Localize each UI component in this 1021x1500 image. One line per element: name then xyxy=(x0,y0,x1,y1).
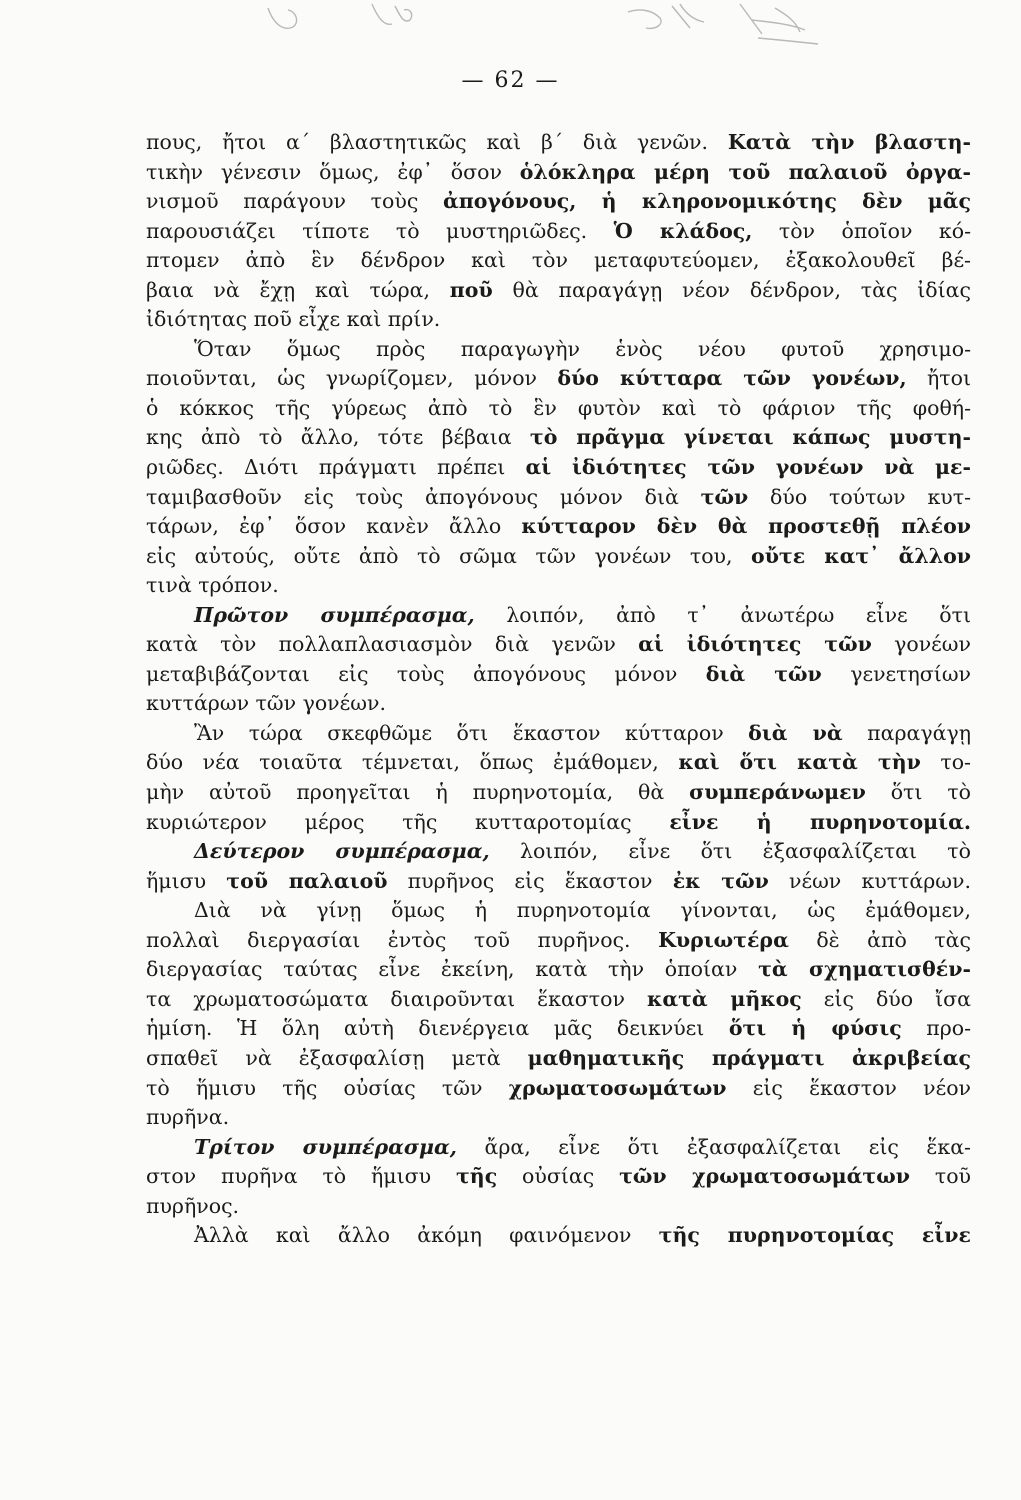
text-fragment: Ὁ κλάδος, xyxy=(613,218,753,243)
text-fragment: τοῦ παλαιοῦ xyxy=(226,868,388,893)
text-line xyxy=(146,423,971,453)
text-fragment: ἰδιότητας ποῦ εἶχε καὶ πρίν. xyxy=(146,307,441,332)
text-line xyxy=(146,542,971,572)
text-fragment: δύο κύτταρα τῶν γονέων, xyxy=(557,366,907,391)
text-fragment: εἰς δύο ἴσα xyxy=(801,986,971,1011)
text-fragment: ριῶδες. Διότι πράγματι πρέπει xyxy=(146,455,526,480)
text-fragment: τικὴν γένεσιν ὅμως, ἐφ᾽ ὅσον xyxy=(146,159,520,184)
text-line xyxy=(146,926,971,956)
text-fragment: μεταβιβάζονται εἰς τοὺς ἀπογόνους μόνον xyxy=(146,661,706,686)
text-fragment: ταμιβασθοῦν εἰς τοὺς ἀπογόνους μόνον διὰ xyxy=(146,484,701,509)
text-line xyxy=(146,483,971,513)
text-line xyxy=(146,128,971,158)
text-fragment: γενετησίων xyxy=(821,661,971,686)
text-fragment: πτομεν ἀπὸ ἓν δένδρον καὶ τὸν μεταφυτεύομεν, ἐξακολουθεῖ βέ- xyxy=(146,248,971,273)
text-fragment: δύο νέα τοιαῦτα τέμνεται, ὅπως ἐμάθομεν, xyxy=(146,750,679,775)
text-fragment: δὲ ἀπὸ τὰς xyxy=(788,927,971,952)
text-fragment: τὰ σχηματισθέν- xyxy=(758,957,971,982)
text-line xyxy=(146,955,971,985)
text-fragment: κατὰ μῆκος xyxy=(646,986,802,1011)
text-fragment: πολλαὶ διεργασίαι ἐντὸς τοῦ πυρῆνος. xyxy=(146,927,659,952)
text-fragment: Κατὰ τὴν βλαστη- xyxy=(727,130,971,154)
text-fragment: θὰ παραγάγῃ νέον δένδρον, τὰς ἰδίας xyxy=(492,277,971,302)
text-fragment: ἤτοι xyxy=(906,366,971,391)
text-fragment: πυρῆνα. xyxy=(146,1105,230,1130)
text-fragment: τῶν xyxy=(700,484,749,509)
text-line xyxy=(146,1221,971,1251)
text-fragment: Κυριωτέρα xyxy=(658,927,789,952)
text-line xyxy=(146,778,971,808)
text-fragment: κυριώτερον μέρος τῆς κυτταροτομίας xyxy=(146,809,670,834)
text-fragment: γονέων xyxy=(871,632,971,657)
text-fragment: κυττάρων τῶν γονέων. xyxy=(146,691,386,716)
text-fragment: στον πυρῆνα τὸ ἥμισυ xyxy=(146,1164,456,1189)
text-line xyxy=(146,364,971,394)
text-line xyxy=(146,630,971,660)
text-fragment: κης ἀπὸ τὸ ἄλλο, τότε βέβαια xyxy=(146,425,530,450)
text-line xyxy=(146,748,971,778)
text-fragment: τάρων, ἐφ᾽ ὅσον κανὲν ἄλλο xyxy=(146,514,522,539)
text-fragment: προ- xyxy=(901,1016,971,1041)
text-line xyxy=(146,187,971,217)
text-fragment: λοιπόν, ἀπὸ τ᾽ ἀνωτέρω εἶνε ὅτι xyxy=(474,602,971,627)
text-fragment: κατὰ τὸν πολλαπλασιασμὸν διὰ γενῶν xyxy=(146,632,639,657)
text-fragment: οὔτε κατ᾽ ἄλλον xyxy=(751,543,971,568)
text-fragment: σπαθεῖ νὰ ἐξασφαλίσῃ μετὰ xyxy=(146,1045,528,1070)
text-fragment: χρωματοσωμάτων xyxy=(508,1075,727,1100)
text-fragment: πους, ἤτοι α΄ βλαστητικῶς καὶ β΄ διὰ γενῶν. xyxy=(146,130,728,154)
text-fragment: ποιοῦνται, ὡς γνωρίζομεν, μόνον xyxy=(146,366,558,391)
text-line xyxy=(146,158,971,188)
page-number: — 62 — xyxy=(461,68,560,93)
text-line xyxy=(146,689,971,719)
text-fragment: συμπεράνωμεν xyxy=(689,780,866,805)
text-fragment: τὸν ὁποῖον κό- xyxy=(752,218,971,243)
section-heading: Τρίτον συμπέρασμα, xyxy=(194,1134,457,1159)
text-fragment: μὴν αὐτοῦ προηγεῖται ἡ πυρηνοτομία, θὰ xyxy=(146,780,690,805)
text-fragment: ποῦ xyxy=(449,277,493,302)
text-fragment: διεργασίας ταύτας εἶνε ἐκείνη, κατὰ τὴν ὁποίαν xyxy=(146,957,759,982)
text-fragment: τὸ πρᾶγμα γίνεται κάπως μυστη- xyxy=(529,425,971,450)
text-fragment: τα χρωματοσώματα διαιροῦνται ἕκαστον xyxy=(146,986,647,1011)
text-line xyxy=(146,1192,971,1222)
text-fragment: τῆς πυρηνοτομίας εἶνε xyxy=(658,1223,971,1248)
text-fragment: τινὰ τρόπον. xyxy=(146,573,279,598)
text-fragment: τῶν χρωματοσωμάτων xyxy=(619,1164,910,1189)
text-fragment: τὸ ἥμισυ τῆς οὐσίας τῶν xyxy=(146,1075,509,1100)
text-line xyxy=(146,719,971,749)
text-fragment: οὐσίας xyxy=(497,1164,620,1189)
section-heading: Δεύτερον συμπέρασμα, xyxy=(194,839,490,864)
text-line xyxy=(146,453,971,483)
text-fragment: κύτταρον δὲν θὰ προστεθῇ πλέον xyxy=(521,514,971,539)
section-heading: Πρῶτον συμπέρασμα, xyxy=(194,602,475,627)
text-fragment: διὰ νὰ xyxy=(748,720,843,745)
text-fragment: τοῦ xyxy=(909,1164,971,1189)
text-fragment: Ἂν τώρα σκεφθῶμε ὅτι ἕκαστον κύτταρον xyxy=(194,720,749,745)
text-fragment: νέων κυττάρων. xyxy=(768,868,971,893)
text-line xyxy=(146,808,971,838)
text-line xyxy=(146,305,971,335)
text-fragment: παρουσιάζει τίποτε τὸ μυστηριῶδες. xyxy=(146,218,614,243)
text-fragment: ἀπογόνους, ἡ κληρονομικότης δὲν μᾶς xyxy=(442,189,971,214)
text-fragment: ὅτι τὸ xyxy=(865,780,971,805)
text-line xyxy=(146,1074,971,1104)
text-line xyxy=(146,335,971,365)
text-line xyxy=(146,1133,971,1163)
text-fragment: πυρῆνος. xyxy=(146,1193,240,1218)
text-fragment: δύο τούτων κυτ- xyxy=(748,484,971,509)
text-line xyxy=(146,394,971,424)
text-fragment: τῆς xyxy=(456,1164,498,1189)
text-fragment: νισμοῦ παράγουν τοὺς xyxy=(146,189,443,214)
text-line xyxy=(146,896,971,926)
text-fragment: αἱ ἰδιότητες τῶν xyxy=(638,632,872,657)
text-fragment: το- xyxy=(920,750,971,775)
text-line xyxy=(146,837,971,867)
text-line xyxy=(146,1103,971,1133)
text-line xyxy=(146,276,971,306)
text-fragment: καὶ ὅτι κατὰ τὴν xyxy=(678,750,921,775)
text-fragment: Ὅταν ὅμως πρὸς παραγωγὴν ἑνὸς νέου φυτοῦ χρησιμο- xyxy=(194,336,971,361)
text-fragment: διὰ τῶν xyxy=(705,661,822,686)
text-fragment: ἥμισυ xyxy=(146,868,227,893)
text-fragment: εἰς αὐτούς, οὔτε ἀπὸ τὸ σῶμα τῶν γονέων του, xyxy=(146,543,752,568)
text-fragment: ἡμίση. Ἡ ὅλη αὐτὴ διενέργεια μᾶς δεικνύει xyxy=(146,1016,729,1041)
text-line xyxy=(146,1162,971,1192)
text-line xyxy=(146,512,971,542)
text-fragment: εἶνε ἡ πυρηνοτομία. xyxy=(669,809,971,834)
text-fragment: πυρῆνος εἰς ἕκαστον xyxy=(387,868,673,893)
text-line xyxy=(146,601,971,631)
text-line xyxy=(146,1044,971,1074)
text-line xyxy=(146,660,971,690)
text-fragment: Διὰ νὰ γίνῃ ὅμως ἡ πυρηνοτομία γίνονται, ὡς ἐμάθομεν, xyxy=(194,898,971,923)
handwritten-scribble-marks xyxy=(0,0,1021,60)
text-line xyxy=(146,1014,971,1044)
text-fragment: μαθηματικῆς πράγματι ἀκριβείας xyxy=(527,1045,971,1070)
text-line xyxy=(146,246,971,276)
text-line xyxy=(146,985,971,1015)
text-fragment: ὅτι ἡ φύσις xyxy=(728,1016,902,1041)
body-text xyxy=(146,128,971,1251)
text-fragment: αἱ ἰδιότητες τῶν γονέων νὰ με- xyxy=(525,455,971,480)
text-fragment: παραγάγῃ xyxy=(842,720,971,745)
text-fragment: ὁ κόκκος τῆς γύρεως ἀπὸ τὸ ἓν φυτὸν καὶ τὸ φάριον τῆς φοθή- xyxy=(146,395,971,420)
text-fragment: ἐκ τῶν xyxy=(672,868,769,893)
text-fragment: βαια νὰ ἔχῃ καὶ τώρα, xyxy=(146,277,450,302)
text-fragment: ὁλόκληρα μέρη τοῦ παλαιοῦ ὀργα- xyxy=(519,159,971,184)
text-fragment: εἰς ἕκαστον νέον xyxy=(726,1075,971,1100)
text-line xyxy=(146,217,971,247)
text-line xyxy=(146,571,971,601)
text-fragment: λοιπόν, εἶνε ὅτι ἐξασφαλίζεται τὸ xyxy=(489,839,971,864)
text-fragment: Ἀλλὰ καὶ ἄλλο ἀκόμη φαινόμενον xyxy=(194,1223,659,1248)
text-fragment: ἄρα, εἶνε ὅτι ἐξασφαλίζεται εἰς ἕκα- xyxy=(456,1134,971,1159)
text-line xyxy=(146,867,971,897)
